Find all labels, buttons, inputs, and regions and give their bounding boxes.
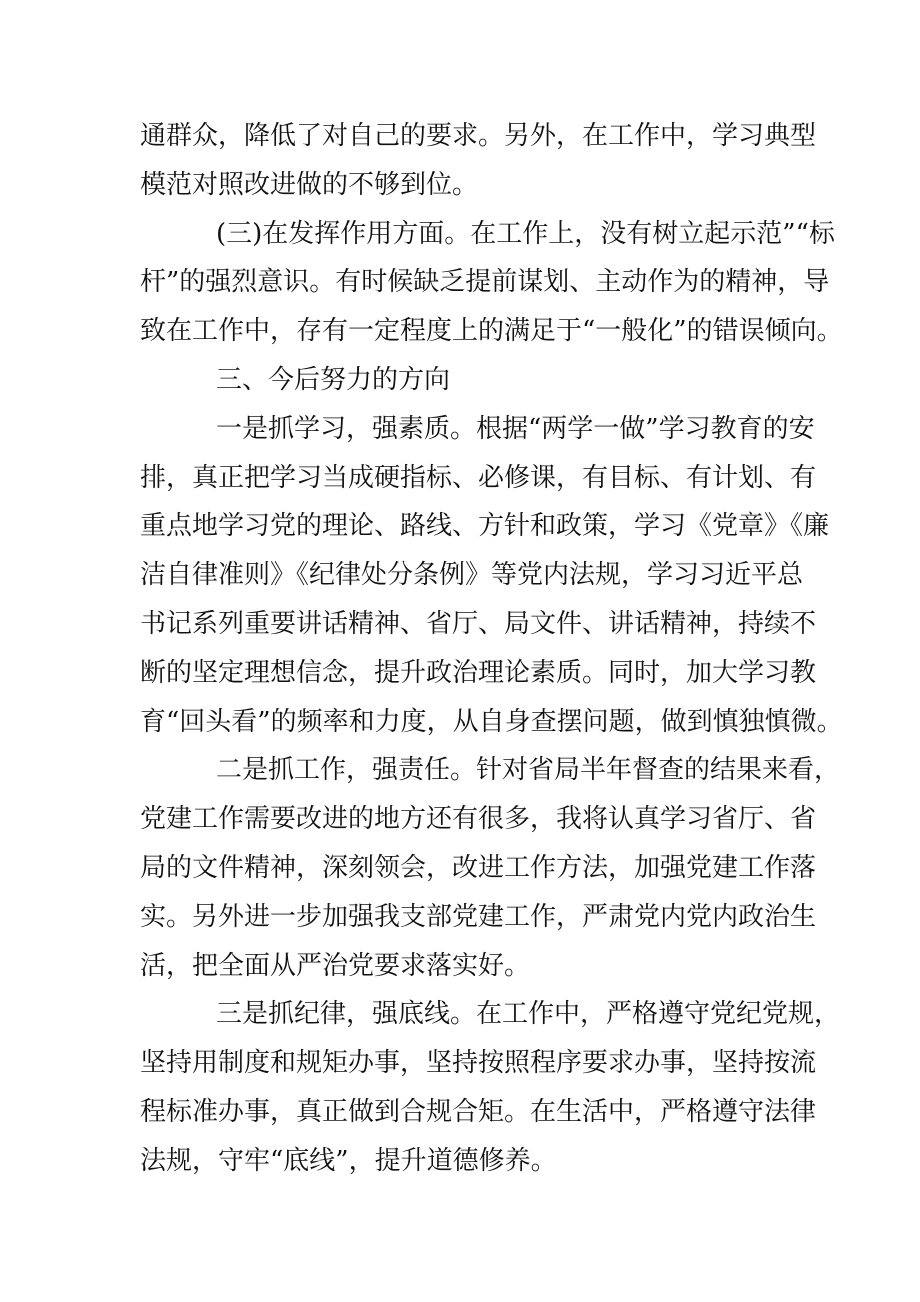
text-line: 重点地学习党的理论、路线、方针和政策，学习《党章》《廉	[140, 511, 830, 542]
text-line: 育“回头看”的频率和力度，从自身查摆问题，做到慎独慎微。	[140, 706, 843, 737]
text-line: 致在工作中，存有一定程度上的满足于“一般化”的错误倾向。	[140, 316, 843, 347]
text-line: 活，把全面从严治党要求落实好。	[140, 950, 531, 981]
text-line: 排，真正把学习当成硬指标、必修课，有目标、有计划、有	[140, 462, 817, 493]
text-line: 通群众，降低了对自己的要求。另外，在工作中，学习典型	[140, 121, 817, 151]
text-line: 党建工作需要改进的地方还有很多，我将认真学习省厅、省	[140, 804, 817, 835]
text-line: 一是抓学习，强素质。根据“两学一做”学习教育的安	[216, 413, 815, 444]
text-line: 书记系列重要讲话精神、省厅、局文件、讲话精神，持续不	[140, 608, 817, 639]
text-line: (三)在发挥作用方面。在工作上，没有树立起示范”“标	[216, 218, 835, 249]
text-line: 杆”的强烈意识。有时候缺乏提前谋划、主动作为的精神，导	[140, 267, 830, 298]
text-line: 法规，守牢“底线”，提升道德修养。	[140, 1145, 557, 1176]
text-line: 局的文件精神，深刻领会，改进工作方法，加强党建工作落	[140, 852, 817, 883]
text-line: 模范对照改进做的不够到位。	[140, 169, 479, 200]
text-line: 坚持用制度和规矩办事，坚持按照程序要求办事，坚持按流	[140, 1048, 817, 1079]
text-line: 实。另外进一步加强我支部党建工作，严肃党内党内政治生	[140, 901, 817, 932]
text-line: 二是抓工作，强责任。针对省局半年督查的结果来看，	[216, 755, 841, 786]
document-body	[140, 112, 843, 1186]
text-line: 断的坚定理想信念，提升政治理论素质。同时，加大学习教	[140, 657, 817, 688]
text-line: 三是抓纪律，强底线。在工作中，严格遵守党纪党规，	[216, 999, 841, 1030]
text-line: 洁自律准则》《纪律处分条例》等党内法规，学习习近平总	[140, 560, 804, 591]
text-line: 程标准办事，真正做到合规合矩。在生活中，严格遵守法律	[140, 1096, 817, 1127]
section-heading: 三、今后努力的方向	[216, 364, 451, 395]
